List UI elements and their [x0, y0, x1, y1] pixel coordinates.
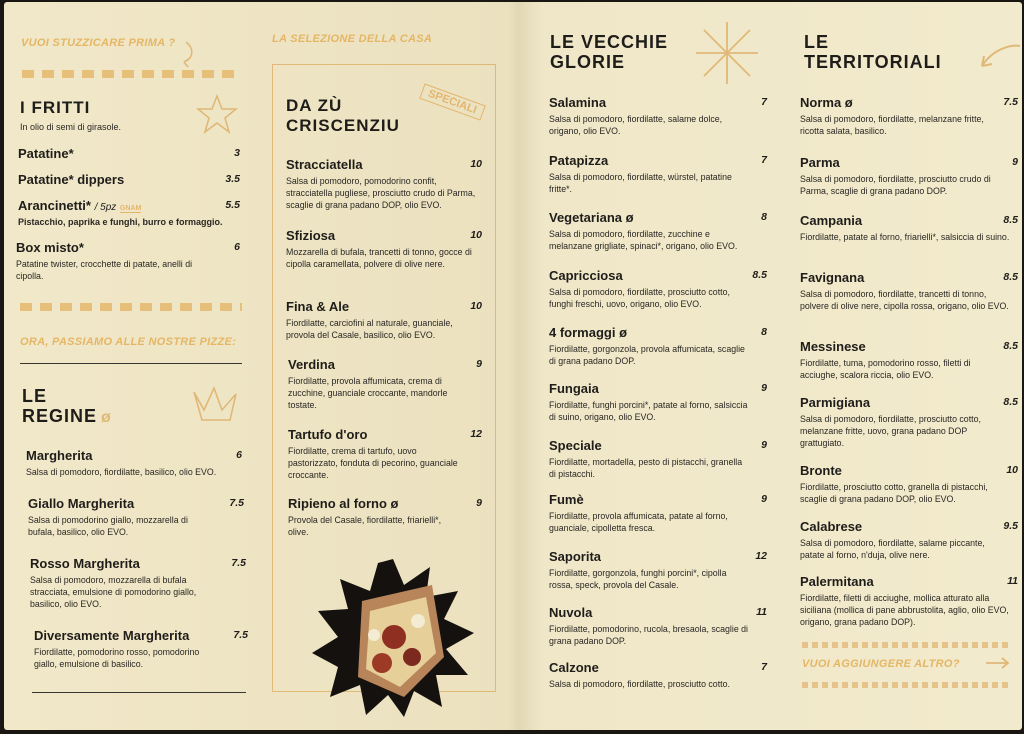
menu-item: [18, 198, 240, 228]
item-price: 9: [761, 439, 767, 451]
item-name: Fumè: [549, 492, 584, 507]
fritti-teaser: VUOI STUZZICARE PRIMA ?: [21, 37, 176, 49]
veg-symbol: ø: [101, 409, 112, 426]
item-price: 7: [761, 96, 767, 108]
menu-item: [800, 270, 1018, 312]
item-name: Verdina: [288, 357, 335, 372]
item-name: Speciale: [549, 438, 602, 453]
item-name: Favignana: [800, 270, 865, 285]
item-price: 8.5: [1003, 396, 1018, 408]
menu-item: [30, 556, 246, 610]
item-desc: Fiordilatte, provola affumicata, crema di zucchine, guanciale croccante, mandorle tostate.: [288, 376, 448, 410]
item-name: Capricciosa: [549, 268, 623, 283]
item-price: 7.5: [233, 629, 248, 641]
item-portion: / 5pz: [94, 202, 117, 213]
item-name: Margherita: [26, 448, 93, 463]
star-icon: [196, 94, 238, 134]
item-price: 3.5: [225, 173, 240, 185]
divider-dashes: [20, 303, 242, 311]
item-desc: Salsa di pomodoro, fiordilatte, salame dolce, origano, olio EVO.: [549, 114, 723, 136]
item-desc: Salsa di pomodorino giallo, mozzarella di bufala, basilico, olio EVO.: [28, 515, 188, 537]
menu-item: [18, 172, 240, 187]
item-name: Patapizza: [549, 153, 609, 168]
item-name: Parmigiana: [800, 395, 871, 410]
item-price: 8.5: [1003, 340, 1018, 352]
item-price: 10: [470, 229, 482, 241]
middle-title-line2: CRISCENZIU: [286, 116, 400, 135]
item-name: Giallo Margherita: [28, 496, 135, 511]
item-name: Stracciatella: [286, 157, 363, 172]
menu-item: [549, 95, 767, 137]
item-name: Fina & Ale: [286, 299, 350, 314]
item-desc: Fiordilatte, provola affumicata, patate al forno, guanciale, cipolletta fresca.: [549, 511, 728, 533]
menu-item: [800, 95, 1018, 137]
item-name: 4 formaggi ø: [549, 325, 628, 340]
item-name: Box misto*: [16, 240, 84, 255]
menu-item: [288, 496, 482, 538]
item-price: 12: [755, 550, 767, 562]
item-price: 11: [1007, 575, 1018, 587]
item-name: Arancinetti*: [18, 198, 91, 213]
item-price: 9: [761, 382, 767, 394]
menu-item: [18, 146, 240, 161]
item-desc: Fiordilatte, gorgonzola, funghi porcini*, cipolla rossa, speck, provola del Casale.: [549, 568, 727, 590]
menu-item: [34, 628, 248, 670]
divider-line: [20, 363, 242, 364]
menu-item: [800, 519, 1018, 561]
menu-item: [549, 492, 767, 534]
item-desc: Mozzarella di bufala, trancetti di tonno, gocce di cipolla caramellata, polvere di olive nere.: [286, 247, 472, 269]
fritti-subtitle: In olio di semi di girasole.: [20, 122, 122, 132]
item-price: 7.5: [229, 497, 244, 509]
menu-item: [286, 157, 482, 211]
aggiungere-teaser: VUOI AGGIUNGERE ALTRO?: [802, 658, 960, 670]
regine-title-line1: LE: [22, 386, 48, 406]
item-name: Patatine*: [18, 146, 74, 161]
glorie-title-line2: GLORIE: [550, 52, 626, 72]
menu-item: [549, 438, 767, 480]
regine-title-line2: REGINE ø: [22, 406, 112, 426]
item-price: 6: [234, 241, 240, 253]
item-price: 9: [761, 493, 767, 505]
item-name: Patatine* dippers: [18, 172, 125, 187]
menu-item: [286, 299, 482, 341]
glorie-title-line1: LE VECCHIE: [550, 32, 669, 52]
menu-item: [549, 210, 767, 252]
item-desc: Fiordilatte, pomodorino rosso, pomodorino giallo, emulsione di basilico.: [34, 647, 200, 669]
menu-item: [549, 153, 767, 195]
wave-divider: [802, 682, 1012, 688]
item-name: Diversamente Margherita: [34, 628, 190, 643]
menu-item: [549, 381, 767, 423]
item-desc: Fiordilatte, carciofini al naturale, guanciale, provola del Casale, basilico, olio EVO.: [286, 318, 453, 340]
item-name: Sfiziosa: [286, 228, 336, 243]
pizza-slice-image: [308, 557, 478, 719]
item-desc: Patatine twister, crocchette di patate, anelli di cipolla.: [16, 259, 193, 281]
item-desc: Salsa di pomodoro, fiordilatte, prosciutto cotto.: [549, 679, 730, 689]
item-price: 12: [470, 428, 482, 440]
item-price: 10: [470, 300, 482, 312]
item-desc: Provola del Casale, fiordilatte, friarielli*, olive.: [288, 515, 442, 537]
divider-line: [32, 692, 246, 693]
item-price: 11: [756, 606, 767, 618]
item-desc: Fiordilatte, filetti di acciughe, mollica atturato alla siciliana (mollica di pane abbrustolita, aglio, olio EVO, origano, grana padano DOP).: [800, 593, 1009, 627]
menu-item: [26, 448, 242, 478]
selezione-teaser: LA SELEZIONE DELLA CASA: [272, 33, 433, 45]
item-price: 8: [761, 211, 767, 223]
speciali-stamp: SPECIALI: [419, 83, 485, 120]
item-price: 10: [470, 158, 482, 170]
item-name: Bronte: [800, 463, 842, 478]
gnam-badge: GNAM: [119, 205, 142, 212]
item-desc: Fiordilatte, prosciutto cotto, granella di pistacchi, scaglie di grana padano DOP, olio EVO.: [800, 482, 988, 504]
item-desc: Salsa di pomodoro, fiordilatte, basilico, olio EVO.: [26, 467, 217, 477]
item-name: Parma: [800, 155, 840, 170]
crown-icon: [190, 382, 240, 426]
menu-item: [549, 660, 767, 690]
item-desc: Pistacchio, paprika e funghi, burro e formaggio.: [18, 217, 223, 227]
item-name: Salamina: [549, 95, 607, 110]
item-desc: Salsa di pomodoro, fiordilatte, salame piccante, patate al forno, n'duja, olive nere.: [800, 538, 985, 560]
menu-item: [549, 605, 767, 647]
menu-item: [800, 339, 1018, 381]
item-desc: Salsa di pomodoro, fiordilatte, würstel, patatine fritte*.: [549, 172, 732, 194]
item-name: Tartufo d'oro: [288, 427, 368, 442]
menu-item: [800, 463, 1018, 505]
item-desc: Fiordilatte, mortadella, pesto di pistacchi, granella di pistacchi.: [549, 457, 743, 479]
item-desc: Fiordilatte, crema di tartufo, uovo pastorizzato, fonduta di pecorino, guanciale croccante.: [288, 446, 458, 480]
menu-item: [549, 549, 767, 591]
item-desc: Fiordilatte, funghi porcini*, patate al forno, salsiccia di suino, origano, olio EVO.: [549, 400, 748, 422]
menu-item: [288, 427, 482, 481]
sparkle-icon: [694, 20, 760, 86]
item-name: Rosso Margherita: [30, 556, 140, 571]
item-price: 7: [761, 661, 767, 673]
item-desc: Salsa di pomodoro, fiordilatte, zucchine e melanzane grigliate, spinaci*, origano, olio EVO.: [549, 229, 738, 251]
item-price: 10: [1006, 464, 1018, 476]
item-price: 9.5: [1003, 520, 1018, 532]
pizze-transition: ORA, PASSIAMO ALLE NOSTRE PIZZE:: [20, 336, 237, 348]
item-name: Fungaia: [549, 381, 599, 396]
item-name: Palermitana: [800, 574, 874, 589]
item-price: 7: [761, 154, 767, 166]
item-price: 3: [234, 147, 240, 159]
item-name: Campania: [800, 213, 863, 228]
divider-dashes: [22, 70, 242, 78]
item-price: 9: [476, 358, 482, 370]
territoriali-title-line2: TERRITORIALI: [804, 52, 942, 72]
item-desc: Fiordilatte, gorgonzola, provola affumicata, scaglie di grana padano DOP.: [549, 344, 745, 366]
item-desc: Salsa di pomodoro, fiordilatte, prosciutto crudo di Parma, scaglie di grana padano DOP.: [800, 174, 991, 196]
item-desc: Salsa di pomodoro, fiordilatte, prosciutto cotto, melanzane fritte, uovo, grana padano DOP grattugiato.: [800, 414, 981, 448]
menu-sheet: [4, 2, 1022, 730]
item-desc: Salsa di pomodoro, fiordilatte, trancetti di tonno, polvere di olive nere, cipolla rossa, origano, olio EVO.: [800, 289, 1009, 311]
item-desc: Salsa di pomodoro, pomodorino confit, stracciatella pugliese, prosciutto crudo di Parma, scaglie di grana padano DOP, olio EVO.: [286, 176, 476, 210]
swoosh-arrow-icon: [976, 40, 1022, 74]
menu-item: [549, 325, 767, 367]
item-price: 8.5: [1003, 214, 1018, 226]
item-name: Norma ø: [800, 95, 853, 110]
menu-item: [28, 496, 244, 538]
wave-divider: [802, 642, 1012, 648]
menu-item: [800, 395, 1018, 449]
item-name: Ripieno al forno ø: [288, 496, 399, 511]
item-desc: Fiordilatte, pomodorino, rucola, bresaola, scaglie di grana padano DOP.: [549, 624, 749, 646]
menu-item: [549, 268, 767, 310]
item-desc: Fiordilatte, tuma, pomodorino rosso, filetti di acciughe, scalora riccia, olio EVO.: [800, 358, 971, 380]
item-name: Messinese: [800, 339, 866, 354]
item-desc: Salsa di pomodoro, mozzarella di bufala stracciata, emulsione di pomodorino giallo, basilico, olio EVO.: [30, 575, 197, 609]
item-name: Saporita: [549, 549, 602, 564]
item-price: 7.5: [1003, 96, 1018, 108]
menu-item: [800, 574, 1018, 628]
item-price: 9: [1012, 156, 1018, 168]
menu-item: [286, 228, 482, 270]
item-desc: Fiordilatte, patate al forno, friarielli*, salsiccia di suino.: [800, 232, 1010, 242]
item-name: Calzone: [549, 660, 599, 675]
middle-title-line1: DA ZÙ: [286, 96, 343, 115]
menu-item: [800, 213, 1018, 243]
territoriali-title-line1: LE: [804, 32, 830, 52]
item-price: 8: [761, 326, 767, 338]
item-desc: Salsa di pomodoro, fiordilatte, prosciutto cotto, funghi freschi, uovo, origano, olio EVO.: [549, 287, 730, 309]
item-price: 6: [236, 449, 242, 461]
item-name: Calabrese: [800, 519, 863, 534]
fritti-title: I FRITTI: [20, 98, 91, 117]
menu-item: [288, 357, 482, 411]
item-name: Nuvola: [549, 605, 593, 620]
item-price: 9: [476, 497, 482, 509]
curl-arrow-icon: [176, 40, 198, 70]
menu-item: [800, 155, 1018, 197]
item-price: 5.5: [225, 199, 240, 211]
item-price: 7.5: [231, 557, 246, 569]
arrow-right-icon: [984, 656, 1012, 670]
menu-item: [16, 240, 240, 282]
item-name: Vegetariana ø: [549, 210, 634, 225]
item-price: 8.5: [752, 269, 767, 281]
item-desc: Salsa di pomodoro, fiordilatte, melanzane fritte, ricotta salata, basilico.: [800, 114, 984, 136]
item-price: 8.5: [1003, 271, 1018, 283]
